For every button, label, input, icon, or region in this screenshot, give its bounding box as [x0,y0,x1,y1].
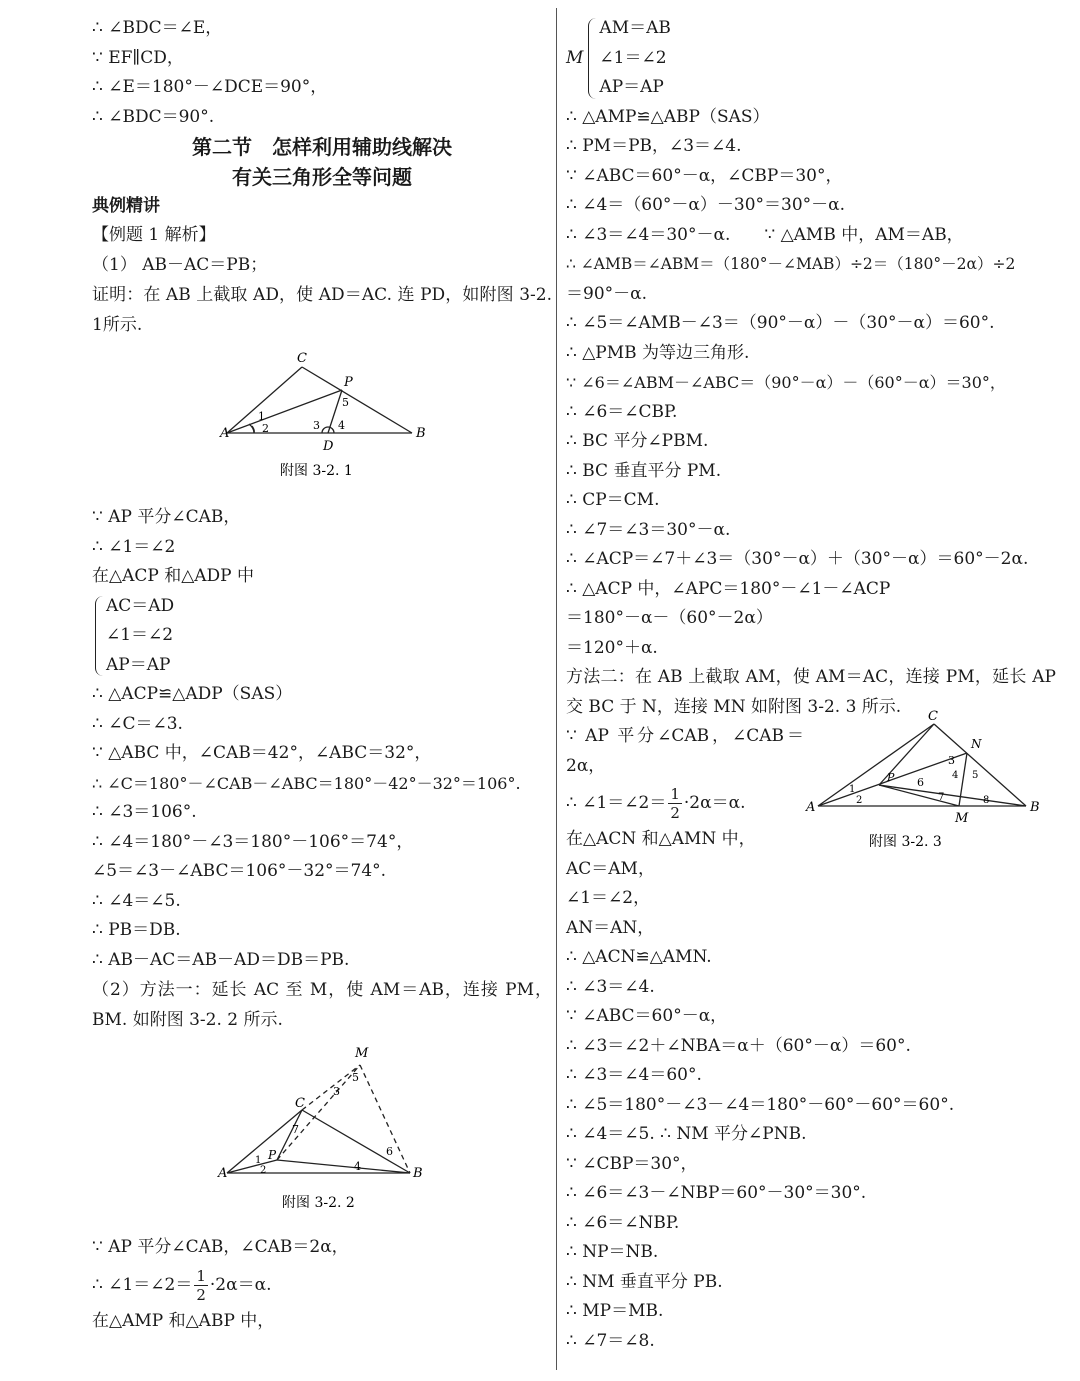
text-line: ∵ EF∥CD， [92,47,184,68]
text-line: 在△ACN 和△AMN 中， [566,829,756,849]
label-B: B [413,1166,423,1181]
text-line: ∵ AP 平分∠CAB， [92,507,241,527]
system-line: AM＝AB [599,18,671,38]
fraction-prefix: ∴ ∠1＝∠2＝ [92,1274,193,1295]
fraction-denominator: 2 [670,804,680,822]
system-label: M [566,48,584,69]
text-line: ∴ BC 垂直平分 PM. [566,460,722,481]
text-line: ∵ AP 平分∠CAB，∠CAB＝2α， [566,726,804,776]
label-B: B [1030,800,1040,815]
figure-caption: 附图 3-2. 1 [280,463,353,479]
text-line: ∴ △ACP 中，∠APC＝180°－∠1－∠ACP [566,578,891,599]
text-line: ∴ ∠6＝∠3－∠NBP＝60°－30°＝30°. [566,1183,867,1203]
method2-text [566,722,804,943]
angle-label-1: 1 [849,784,856,795]
text-line: ∴ ∠C＝180°－∠CAB－∠ABC＝180°－42°－32°＝106°. [92,773,521,793]
figure-3-2-3 [804,708,1044,868]
text-line: ∴ ∠7＝∠3＝30°－α. [566,519,731,540]
figure-3-2-1 [92,340,552,490]
angle-label-7: 7 [938,792,945,803]
method2-intro: 方法二：在 AB 上截取 AM，使 AM＝AC，连接 PM，延长 AP 交 BC 于 N，连接 MN 如附图 3-2. 3 所示. [566,667,1056,717]
system-line: AP＝AP [599,77,664,97]
text-line: ∴ ∠BDC＝∠E， [92,18,223,38]
label-M: M [355,1046,369,1061]
section-heading: 典例精讲 [92,196,160,216]
right-column [566,14,1056,1356]
column-divider [556,8,557,1370]
angle-label-5: 5 [352,1071,359,1084]
text-line: ∴ NM 垂直平分 PB. [566,1271,723,1292]
text-line: ∴ ∠C＝∠3. [92,713,183,734]
text-line: ∴ ∠3＝∠4＝60°. [566,1065,702,1085]
angle-label-3: 3 [948,754,955,767]
triangle-diagram-1 [92,340,552,490]
fraction-prefix: ∴ ∠1＝∠2＝ [566,793,667,813]
text-line: ∴ △AMP≌△ABP（SAS） [566,106,770,127]
text-line: ∴ ∠7＝∠8. [566,1330,655,1351]
text-line: ∴ △ACN≌△AMN. [566,947,712,967]
text-line: ∴ ∠4＝∠5. [92,890,181,911]
text-line: ∴ ∠4＝∠5. ∴ NM 平分∠PNB. [566,1124,807,1144]
text-line: ∴ △PMB 为等边三角形. [566,342,750,363]
text-line: 在△ACP 和△ADP 中 [92,566,255,586]
fraction-suffix: ·2α＝α. [683,793,746,813]
text-line: ∴ ∠6＝∠CBP. [566,401,678,422]
label-P: P [344,375,353,390]
angle-label-5: 5 [342,396,349,409]
text-line: ∠5＝∠3－∠ABC＝106°－32°＝74°. [92,861,387,881]
figure-caption: 附图 3-2. 3 [869,834,942,850]
proof-part1 [92,503,552,1035]
method2-with-figure [566,709,1056,943]
text-line: ＝90°－α. [566,283,648,304]
angle-label-8: 8 [983,795,990,806]
text-line: ∴ ∠5＝∠AMB－∠3＝（90°－α）－（30°－α）＝60°. [566,313,995,333]
angle-label-2: 2 [856,795,863,806]
text-line: ∠1＝∠2， [566,888,651,908]
congruence-system-1 [92,592,552,681]
text-line: ∴ CP＝CM. [566,490,660,510]
text-line: ∴ ∠E＝180°－∠DCE＝90°， [92,77,328,97]
text-line: ∴ ∠3＝106°. [92,802,197,822]
text-line: ∴ ∠AMB＝∠ABM＝（180°－∠MAB）÷2＝（180°－2α）÷2 [566,255,1016,273]
text-line: ∴ ∠5＝180°－∠3－∠4＝180°－60°－60°＝60°. [566,1094,955,1115]
text-line: ∴ ∠4＝180°－∠3＝180°－106°＝74°， [92,831,414,852]
label-D: D [323,439,334,454]
text-line: ∴ △ACP≌△ADP（SAS） [92,684,293,704]
proof-part2-start [92,1233,552,1336]
text-line: ∴ NP＝NB. [566,1242,659,1262]
text-line: ∴ ∠1＝∠2 [92,536,176,557]
angle-label-4: 4 [338,419,345,432]
angle-label-1: 1 [258,410,265,423]
angle-label-1: 1 [255,1155,262,1166]
text-line: ∵ △ABC 中，∠CAB＝42°，∠ABC＝32°， [92,743,432,763]
label-B: B [416,426,426,441]
angle-label-2: 2 [260,1165,267,1176]
text-line: ∴ ∠3＝∠2＋∠NBA＝α＋（60°－α）＝60°. [566,1035,911,1056]
angle-label-4: 4 [354,1160,361,1173]
angle-label-3: 3 [333,1085,340,1098]
text-line: 在△AMP 和△ABP 中， [92,1310,275,1331]
system-line: AP＝AP [106,654,171,675]
angle-label-5: 5 [972,770,979,781]
triangle-diagram-3 [804,708,1044,868]
system-line: ∠1＝∠2 [599,47,667,68]
angle-label-3: 3 [313,419,320,432]
label-A: A [218,1166,228,1181]
congruence-system-2 [566,14,1056,103]
section-title-line2: 有关三角形全等问题 [232,165,412,189]
angle-label-4: 4 [952,770,959,781]
triangle-diagram-2 [92,1035,552,1225]
label-A: A [806,800,816,815]
label-M: M [955,811,969,826]
fraction-suffix: ·2α＝α. [209,1274,272,1295]
part2-intro: （2）方法一：延长 AC 至 M，使 AM＝AB，连接 PM，BM. 如附图 3-2. 2 所示. [92,980,552,1030]
text-line: ∵ ∠ABC＝60°－α，∠CBP＝30°， [566,165,843,186]
text-line: ∴ ∠3＝∠4＝30°－α. ∵ △AMB 中，AM＝AB， [566,224,964,245]
label-P: P [268,1148,277,1162]
part1-claim: （1） AB－AC＝PB； [92,254,268,275]
system-line: AC＝AD [106,595,175,616]
text-line: ∴ ∠4＝（60°－α）－30°＝30°－α. [566,195,846,215]
top-lines [92,14,552,132]
figure-caption: 附图 3-2. 2 [282,1195,355,1211]
fraction-one-half [668,785,682,822]
text-line: ∵ AP 平分∠CAB，∠CAB＝2α， [92,1237,349,1257]
system-brace [585,14,670,103]
label-C: C [928,709,938,724]
proof-method1 [566,103,1056,723]
angle-label-6: 6 [386,1145,393,1158]
text-line: ∴ ∠3＝∠4. [566,976,655,997]
fraction-numerator: 1 [670,785,680,803]
label-P: P [887,771,895,784]
label-A: A [220,426,230,441]
section-title-line1: 第二节 怎样利用辅助线解决 [192,135,452,159]
text-line: ＝180°－α－（60°－2α） [566,608,773,628]
label-C: C [297,351,307,366]
text-line: AN＝AN， [566,917,655,938]
fraction-denominator: 2 [196,1285,206,1304]
text-line: ∵ ∠6＝∠ABM－∠ABC＝（90°－α）－（60°－α）＝30°， [566,373,1006,392]
text-line: ∴ ∠BDC＝90°. [92,106,215,127]
angle-label-6: 6 [917,776,924,789]
text-line: ∴ ∠ACP＝∠7＋∠3＝（30°－α）＋（30°－α）＝60°－2α. [566,549,1029,569]
label-N: N [971,737,982,751]
text-line: AC＝AM， [566,858,655,879]
proof-method2 [566,943,1056,1356]
text-line: ∴ BC 平分∠PBM. [566,431,709,451]
text-line: ∴ PB＝DB. [92,920,181,940]
angle-label-7: 7 [292,1123,299,1136]
proof-intro: 证明：在 AB 上截取 AD，使 AD＝AC. 连 PD，如附图 3-2. 1所示. [92,285,552,335]
fraction-one-half [194,1267,208,1304]
label-C: C [295,1096,305,1111]
fraction-numerator: 1 [196,1266,206,1285]
example-heading: 【例题 1 解析】 [92,225,216,245]
text-line: ∵ ∠ABC＝60°－α， [566,1006,728,1026]
left-column [92,14,552,1336]
text-line: ∴ AB－AC＝AB－AD＝DB＝PB. [92,949,350,970]
text-line: ＝120°＋α. [566,637,658,658]
angle-label-2: 2 [262,422,269,435]
fraction-line [566,781,804,825]
fraction-line [92,1263,552,1307]
system-line: ∠1＝∠2 [106,625,174,645]
text-line: ∴ ∠6＝∠NBP. [566,1212,680,1233]
text-line: ∴ PM＝PB，∠3＝∠4. [566,136,742,156]
text-line: ∴ MP＝MB. [566,1301,664,1321]
text-line: ∵ ∠CBP＝30°， [566,1153,698,1174]
figure-3-2-2 [92,1035,552,1225]
